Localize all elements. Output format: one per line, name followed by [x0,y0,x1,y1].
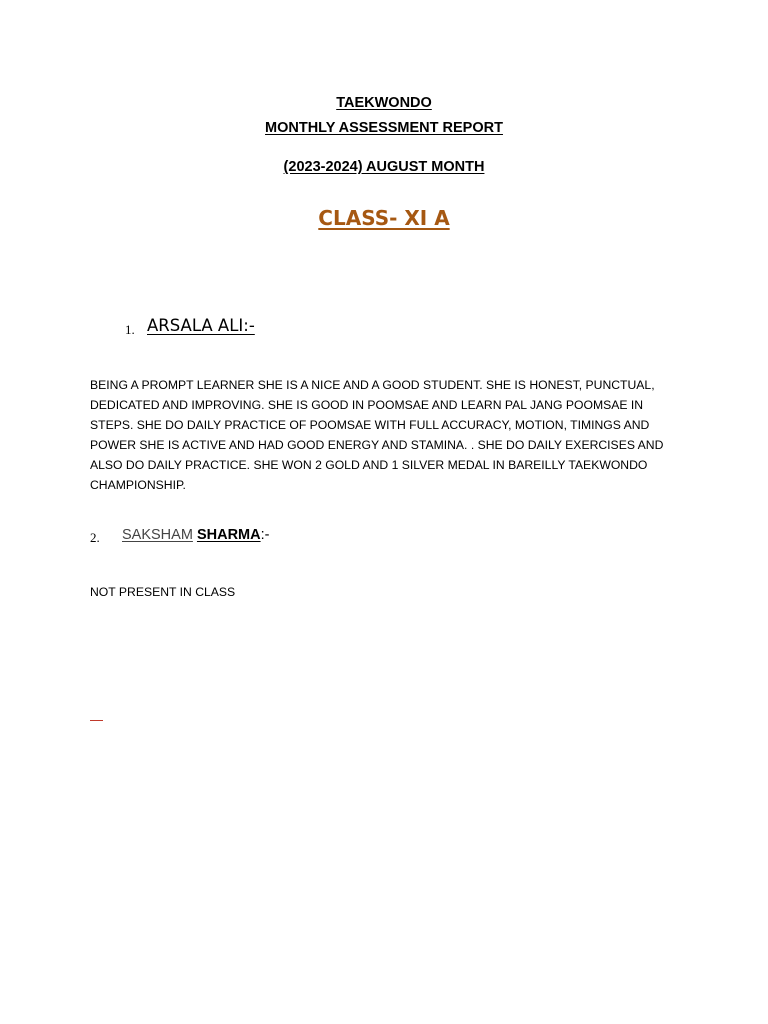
student-2-number: 2. [90,530,100,545]
stray-underline-mark [90,720,103,721]
report-title-period: (2023-2024) AUGUST MONTH [283,159,485,175]
student-2-first-name: SAKSHAM [122,527,193,543]
student-2-name [122,527,269,543]
report-title-sport: TAEKWONDO [336,95,432,111]
student-1-number: 1. [125,322,135,337]
report-title-type: MONTHLY ASSESSMENT REPORT [265,120,503,136]
student-1-name: ARSALA ALI:- [147,316,255,335]
student-2-name-suffix: :- [260,527,270,543]
student-2-last-name: SHARMA [196,527,261,543]
student-1-description: BEING A PROMPT LEARNER SHE IS A NICE AND A GOOD STUDENT. SHE IS HONEST, PUNCTUAL, DEDICATED AND IMPROVING. SHE IS GOOD IN POOMSAE AND LEARN PAL JANG POOMSAE IN STEPS. SHE DO DAILY PRACTICE OF POOMSAE WITH FULL ACCURACY, MOTION, TIMINGS AND POWER SHE IS ACTIVE AND HAD GOOD ENERGY AND STAMINA. . SHE DO DAILY EXERCISES AND ALSO DO DAILY PRACTICE. SHE WON 2 GOLD AND 1 SILVER MEDAL IN BAREILLY TAEKWONDO CHAMPIONSHIP. [90,378,664,492]
student-2-description: NOT PRESENT IN CLASS [90,585,236,599]
class-heading: CLASS- XI A [318,206,450,230]
